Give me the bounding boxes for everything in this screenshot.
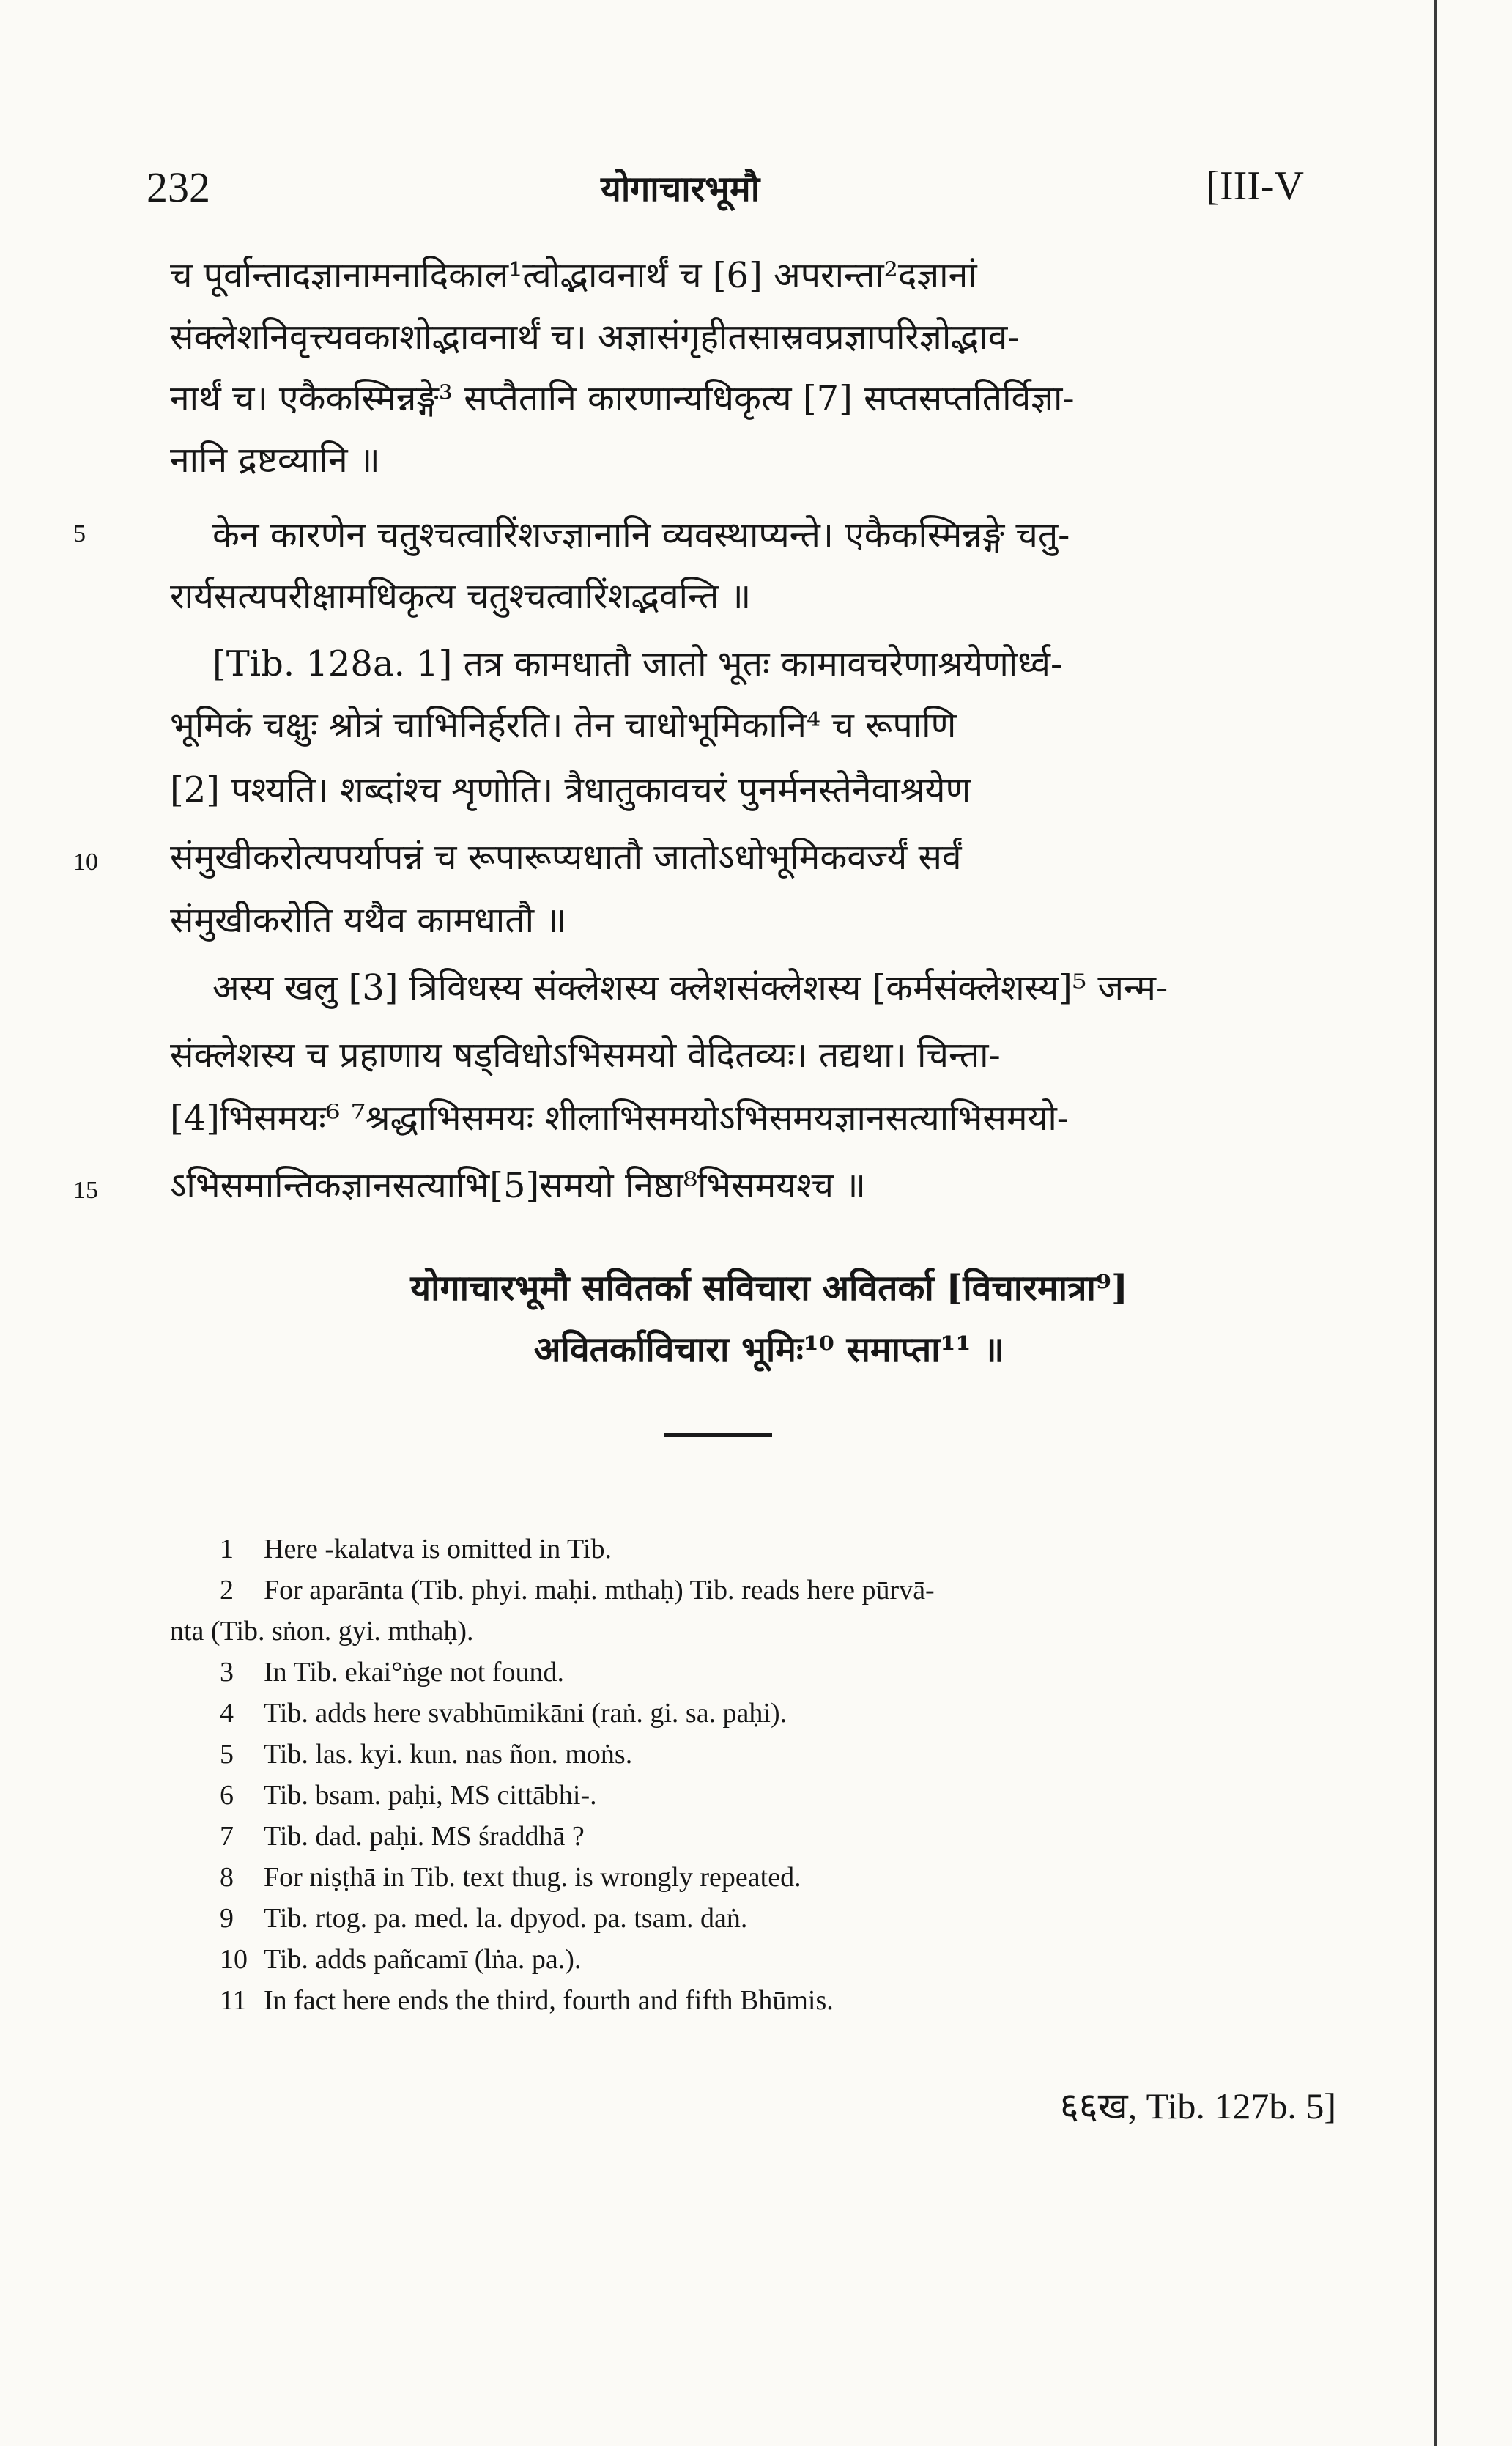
footnote: 1 Here -kalatva is omitted in Tib. — [220, 1534, 612, 1564]
text-line: भूमिकं चक्षुः श्रोत्रं चाभिनिर्हरति। तेन चाधोभूमिकानि⁴ च रूपाणि — [170, 705, 957, 746]
text-line: संमुखीकरोत्यपर्यापन्नं च रूपारूप्यधातौ जातोऽधोभूमिकवर्ज्यं सर्वं — [170, 837, 962, 878]
running-title: योगाचारभूमौ — [601, 169, 760, 210]
footnote: 2 For aparānta (Tib. phyi. maḥi. mthaḥ) Tib. reads here pūrvā- — [220, 1575, 935, 1606]
text-line: ऽभिसमान्तिकज्ञानसत्याभि[5]समयो निष्ठा⁸भिसमयश्च ॥ — [170, 1165, 867, 1206]
footnote: 6 Tib. bsam. paḥi, MS cittābhi-. — [220, 1780, 597, 1811]
footnote: 5 Tib. las. kyi. kun. nas ñon. moṅs. — [220, 1739, 633, 1770]
footnote-continuation: nta (Tib. sṅon. gyi. mthaḥ). — [170, 1616, 474, 1647]
page-edge-line — [1434, 0, 1437, 2446]
footnote: 7 Tib. dad. paḥi. MS śraddhā ? — [220, 1821, 585, 1852]
footnote: 11 In fact here ends the third, fourth and fifth Bhūmis. — [220, 1985, 834, 2016]
text-line: नानि द्रष्टव्यानि ॥ — [170, 440, 380, 481]
section-divider — [664, 1433, 772, 1437]
page-header — [147, 163, 1304, 221]
line-number: 15 — [73, 1177, 98, 1204]
footnote: 8 For niṣṭhā in Tib. text thug. is wrongly repeated. — [220, 1862, 801, 1893]
page-number: 232 — [147, 163, 210, 211]
line-number: 10 — [73, 849, 98, 876]
colophon-line: योगाचारभूमौ सवितर्का सविचारा अवितर्का [विचारमात्रा⁹] — [410, 1268, 1128, 1309]
section-reference: [III-V — [1206, 163, 1304, 209]
footnote: 3 In Tib. ekai°ṅge not found. — [220, 1657, 564, 1688]
text-line: संक्लेशस्य च प्रहाणाय षड्विधोऽभिसमयो वेदितव्यः। तद्यथा। चिन्ता- — [170, 1035, 1001, 1076]
text-line: च पूर्वान्तादज्ञानामनादिकाल¹त्वोद्भावनार्थं च [6] अपरान्ता²दज्ञानां — [170, 255, 977, 296]
text-line: नार्थं च। एकैकस्मिन्नङ्गे³ सप्तैतानि कारणान्यधिकृत्य [7] सप्तसप्ततिर्विज्ञा- — [170, 378, 1075, 419]
text-line: [4]भिसमयः⁶ ⁷श्रद्धाभिसमयः शीलाभिसमयोऽभिसमयज्ञानसत्याभिसमयो- — [170, 1098, 1070, 1139]
text-line: संक्लेशनिवृत्त्यवकाशोद्भावनार्थं च। अज्ञासंगृहीतसास्रवप्रज्ञापरिज्ञोद्भाव- — [170, 317, 1020, 358]
text-line: रार्यसत्यपरीक्षामधिकृत्य चतुश्चत्वारिंशद्भवन्ति ॥ — [170, 576, 752, 617]
colophon-line: अवितर्काविचारा भूमिः¹⁰ समाप्ता¹¹ ॥ — [533, 1329, 1005, 1370]
text-line: अस्य खलु [3] त्रिविधस्य संक्लेशस्य क्लेशसंक्लेशस्य [कर्मसंक्लेशस्य]⁵ जन्म- — [212, 967, 1168, 1008]
line-number: 5 — [73, 520, 86, 547]
folio-signature: ६६ख, Tib. 127b. 5] — [1059, 2085, 1336, 2127]
footnote: 9 Tib. rtog. pa. med. la. dpyod. pa. tsam. daṅ. — [220, 1903, 748, 1934]
text-line: संमुखीकरोति यथैव कामधातौ ॥ — [170, 900, 567, 941]
text-line: केन कारणेन चतुश्चत्वारिंशज्ज्ञानानि व्यवस्थाप्यन्ते। एकैकस्मिन्नङ्गे चतु- — [212, 514, 1070, 555]
text-line: [Tib. 128a. 1] तत्र कामधातौ जातो भूतः कामावचरेणाश्रयेणोर्ध्व- — [212, 643, 1063, 684]
footnote: 10 Tib. adds pañcamī (lṅa. pa.). — [220, 1944, 582, 1975]
footnote: 4 Tib. adds here svabhūmikāni (raṅ. gi. sa. paḥi). — [220, 1698, 788, 1729]
text-line: [2] पश्यति। शब्दांश्च शृणोति। त्रैधातुकावचरं पुनर्मनस्तेनैवाश्रयेण — [170, 769, 971, 810]
